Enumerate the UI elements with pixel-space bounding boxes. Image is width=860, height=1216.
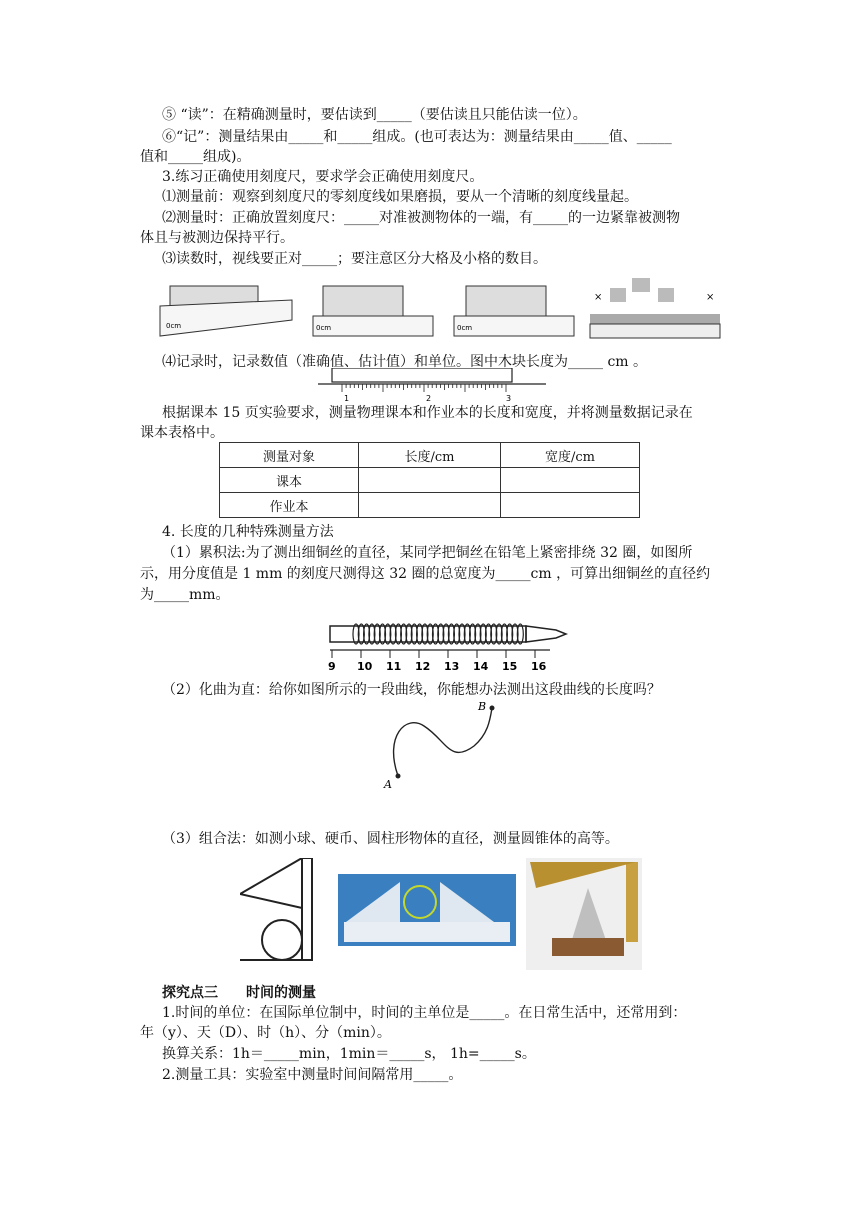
curve-figure — [380, 696, 500, 792]
curve-label-b: B — [478, 700, 487, 713]
coil-tick-label: 11 — [386, 660, 402, 672]
table-cell: 课本 — [220, 468, 359, 493]
ruler-figure-straight-1 — [313, 286, 433, 336]
line-textbook-2: 课本表格中。 — [140, 425, 224, 441]
coil-tick-label: 9 — [328, 660, 336, 672]
line-time-conversion: 换算关系：1h＝_____min，1min＝_____s， 1h=_____s。 — [162, 1046, 536, 1062]
block-ruler-figure — [318, 368, 548, 404]
ruler-tick-label: 3 — [506, 394, 512, 403]
coil-pencil-figure — [326, 616, 572, 672]
measurement-table — [219, 442, 640, 518]
coil-tick-label: 10 — [357, 660, 373, 672]
table-row — [220, 468, 640, 493]
coin-rulers-figure — [338, 874, 516, 946]
line-accumulation-2: 示，用分度值是 1 mm 的刻度尺测得这 32 圈的总宽度为_____cm ，可算出细铜丝的直径约 — [140, 566, 711, 582]
svg-text:0cm: 0cm — [316, 324, 332, 332]
line-before-measure: ⑴测量前：观察到刻度尺的零刻度线如果磨损，要从一个清晰的刻度线量起。 — [162, 189, 638, 205]
coil-tick-label: 13 — [444, 660, 460, 672]
eye-view-figure — [590, 278, 720, 338]
line-practice: 3.练习正确使用刻度尺，要求学会正确使用刻度尺。 — [162, 169, 484, 185]
eye-icon — [610, 288, 626, 302]
table-header-width: 宽度/cm — [501, 443, 640, 468]
coil-tick-label: 14 — [473, 660, 489, 672]
table-cell[interactable] — [501, 493, 640, 518]
line-time-unit-1: 1.时间的单位：在国际单位制中，时间的主单位是_____。在日常生活中，还常用到： — [162, 1005, 687, 1021]
coil-tick-label: 12 — [415, 660, 431, 672]
table-cell[interactable] — [359, 493, 501, 518]
line-accumulation-3: 为_____mm。 — [140, 587, 230, 603]
table-cell[interactable] — [501, 468, 640, 493]
ruler-figures — [158, 278, 728, 344]
line-time-unit-2: 年（y）、天（D）、时（h）、分（min）。 — [140, 1025, 391, 1041]
line-read: ⑤ “读”：在精确测量时，要估读到_____（要估读且只能估读一位）。 — [162, 107, 587, 123]
table-row — [220, 493, 640, 518]
combination-figures — [240, 858, 646, 970]
table-header-length: 长度/cm — [359, 443, 501, 468]
section-time-title: 探究点三 时间的测量 — [162, 985, 316, 1001]
line-during-measure-2: 体且与被测边保持平行。 — [140, 230, 294, 246]
coil-tick-label: 15 — [502, 660, 518, 672]
eye-icon — [632, 278, 650, 292]
table-cell[interactable] — [359, 468, 501, 493]
line-during-measure-1: ⑵测量时：正确放置刻度尺：_____对准被测物体的一端，有_____的一边紧靠被测物 — [162, 210, 680, 226]
line-textbook-1: 根据课本 15 页实验要求，测量物理课本和作业本的长度和宽度，并将测量数据记录在 — [162, 405, 693, 421]
line-curve-method: （2）化曲为直：给你如图所示的一段曲线，你能想办法测出这段曲线的长度吗？ — [162, 682, 661, 698]
line-accumulation-1: （1）累积法:为了测出细铜丝的直径，某同学把铜丝在铅笔上紧密排绕 32 圈，如图所 — [162, 545, 693, 561]
line-reading: ⑶读数时，视线要正对_____；要注意区分大格及小格的数目。 — [162, 251, 547, 267]
line-combination-method: （3）组合法：如测小球、硬币、圆柱形物体的直径，测量圆锥体的高等。 — [162, 831, 619, 847]
triangle-ball-figure — [240, 858, 312, 960]
ruler-figure-straight-2 — [454, 286, 574, 336]
line-special-methods: 4. 长度的几种特殊测量方法 — [162, 524, 334, 540]
line-record-1: ⑥“记”：测量结果由_____和_____组成。(也可表达为：测量结果由_____值、_____ — [162, 129, 672, 145]
coil-tick-label: 16 — [531, 660, 547, 672]
ruler-tick-label: 2 — [426, 394, 432, 403]
curve-line — [394, 708, 492, 776]
eye-icon — [658, 288, 674, 302]
line-record-result: ⑷记录时，记录数值（准确值、估计值）和单位。图中木块长度为_____ cm 。 — [162, 354, 648, 370]
ruler-figure-tilted — [160, 286, 292, 336]
curve-label-a: A — [384, 778, 392, 791]
table-header-object: 测量对象 — [220, 443, 359, 468]
line-record-2: 值和_____组成)。 — [140, 149, 251, 165]
ruler-tick-label: 1 — [344, 394, 350, 403]
cone-height-figure — [526, 858, 642, 970]
svg-text:×: × — [706, 292, 715, 303]
svg-text:0cm: 0cm — [166, 322, 182, 330]
svg-text:0cm: 0cm — [457, 324, 473, 332]
table-cell: 作业本 — [220, 493, 359, 518]
svg-text:×: × — [594, 292, 603, 303]
line-time-tool: 2.测量工具：实验室中测量时间间隔常用_____。 — [162, 1067, 463, 1083]
